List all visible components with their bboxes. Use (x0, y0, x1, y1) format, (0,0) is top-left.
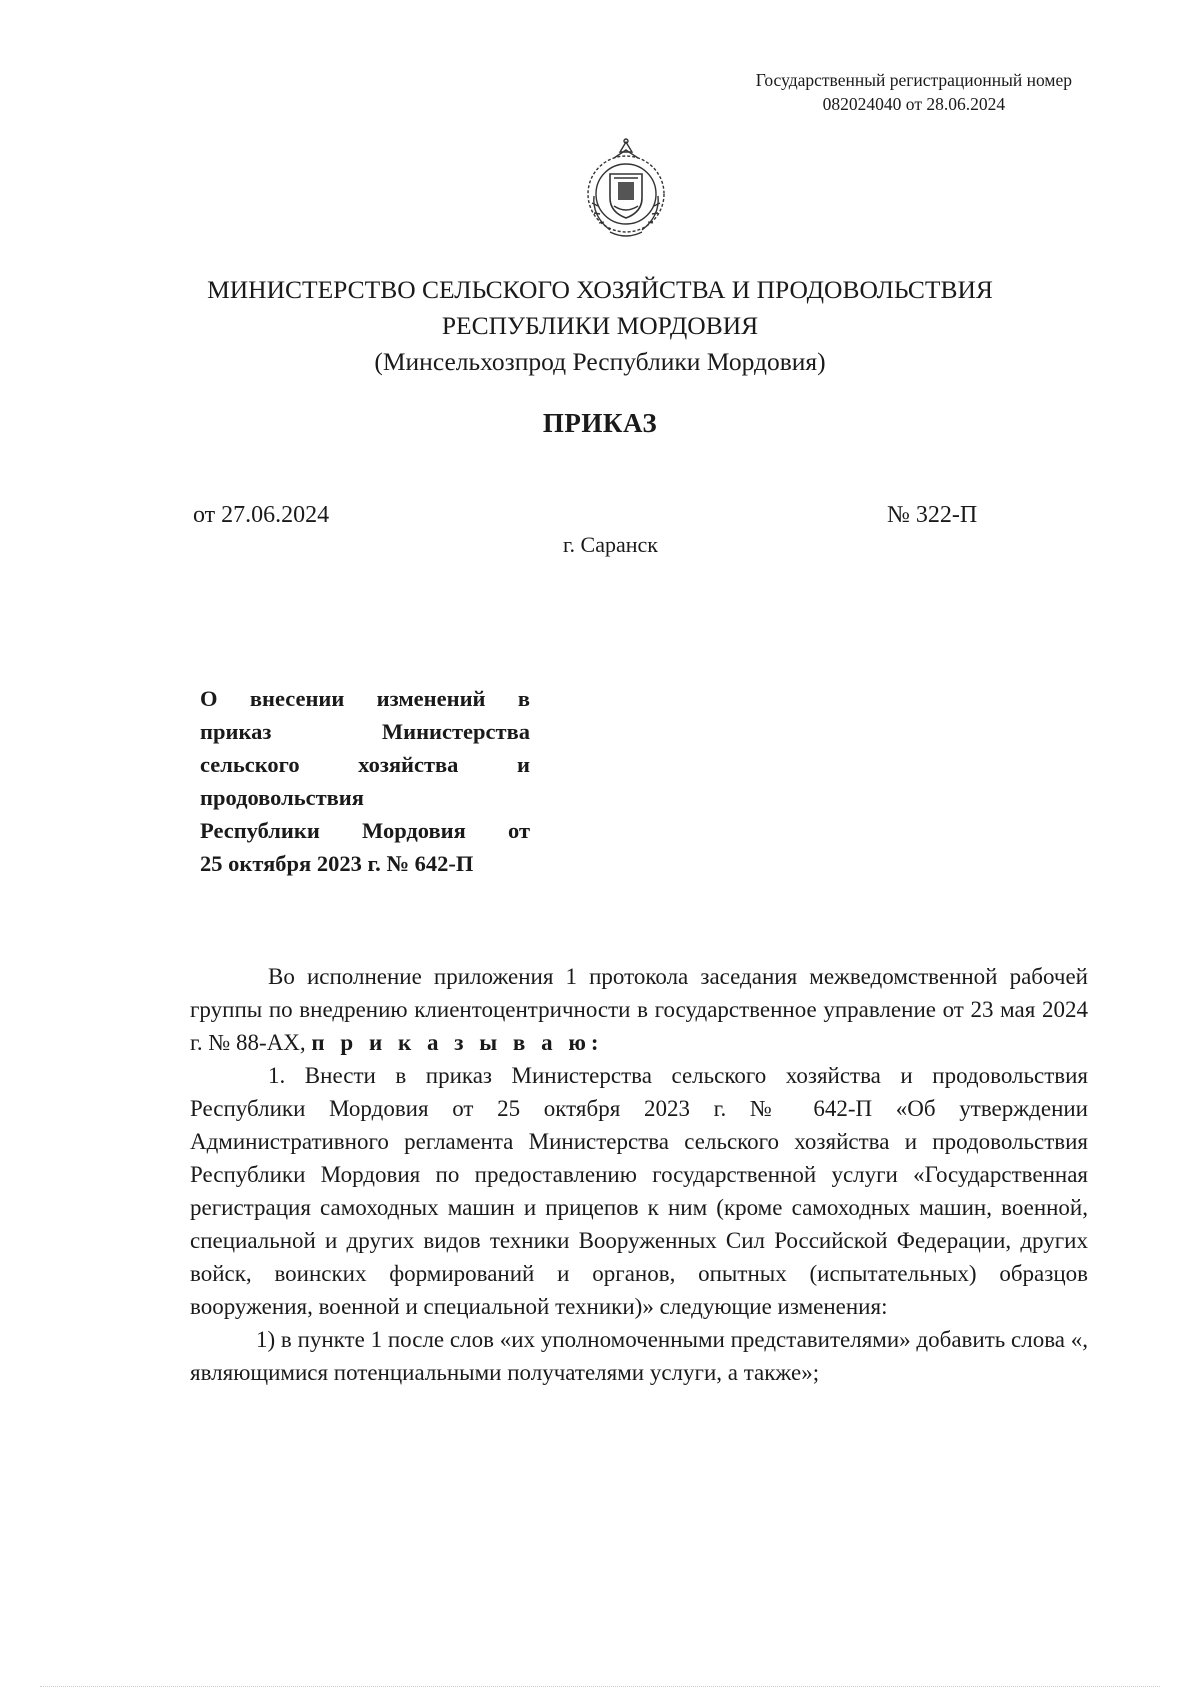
document-subject (200, 682, 530, 880)
document-number: № 322-П (887, 502, 978, 528)
document-body (190, 960, 1088, 1389)
coat-of-arms-icon (580, 136, 672, 246)
subject-line: О внесении изменений в (200, 686, 530, 711)
intro-text: Во исполнение приложения 1 протокола заседания межведомственной рабочей группы по внедрению клиентоцентричности в государственное управление от 23 мая 2024 г. № 88-АХ, (190, 964, 1088, 1055)
registration-line-1: Государственный регистрационный номер (755, 70, 1072, 90)
page-bottom-divider (40, 1686, 1160, 1687)
subject-line: приказ Министерства (200, 719, 530, 744)
ministry-header (0, 272, 1200, 380)
intro-paragraph (190, 960, 1088, 1059)
ministry-name-line-1: МИНИСТЕРСТВО СЕЛЬСКОГО ХОЗЯЙСТВА И ПРОДОВОЛЬСТВИЯ (207, 275, 993, 304)
registration-number (756, 68, 1072, 116)
item-1-paragraph: 1. Внести в приказ Министерства сельского хозяйства и продовольствия Республики Мордовия от 25 октября 2023 г. № 642-П «Об утверждении Административного регламента Министерства сельского хозяйства и продовольствия Республики Мордовия по предоставлению государственной услуги «Государственная регистрация самоходных машин и прицепов к ним (кроме самоходных машин, военной, специальной и других видов техники Вооруженных Сил Российской Федерации, других войск, воинских формирований и органов, опытных (испытательных) образцов вооружения, военной и специальной техники)» следующие изменения: (190, 1063, 1088, 1319)
subject-line: 25 октября 2023 г. № 642-П (200, 851, 474, 876)
document-date: от 27.06.2024 (193, 502, 330, 528)
subject-line: Республики Мордовия от (200, 818, 530, 843)
ministry-short-name: (Минсельхозпрод Республики Мордовия) (374, 347, 826, 376)
item-1-1-paragraph: 1) в пункте 1 после слов «их уполномоченными представителями» добавить слова «, являющимися потенциальными получателями услуги, а также»; (190, 1327, 1088, 1385)
subject-line: продовольствия (200, 785, 364, 810)
ministry-name-line-2: РЕСПУБЛИКИ МОРДОВИЯ (441, 311, 759, 340)
document-type: ПРИКАЗ (542, 408, 658, 438)
order-word: п р и к а з ы в а ю: (311, 1030, 604, 1055)
subject-line: сельского хозяйства и (200, 752, 530, 777)
registration-line-2: 082024040 от 28.06.2024 (822, 94, 1006, 114)
document-city: г. Саранск (563, 532, 658, 557)
